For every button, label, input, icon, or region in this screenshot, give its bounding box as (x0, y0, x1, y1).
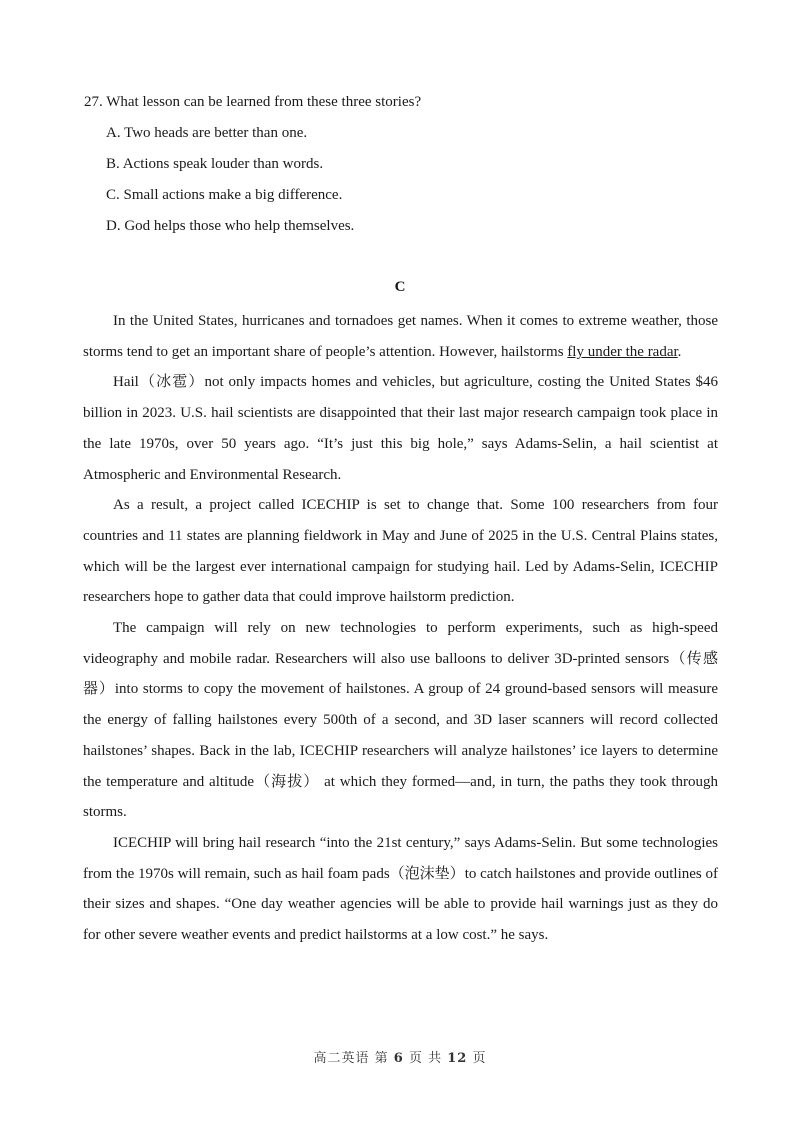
option-b (106, 154, 323, 174)
footer-page-suffix: 页 (472, 1051, 487, 1066)
question-number: 27. (84, 94, 103, 110)
paragraph-3: As a result, a project called ICECHIP is set to change that. Some 100 researchers from four countries and 11 states are planning fieldwork in May and June of 2025 in the U.S. Central Plains states, which will be the largest ever international campaign for studying hail. Led by Adams-Selin, ICECHIP researchers hope to gather data that could improve hailstorm prediction. (83, 497, 718, 606)
paragraph-5: ICECHIP will bring hail research “into the 21st century,” says Adams-Selin. But some technologies from the 1970s will remain, such as hail foam pads（泡沫垫）to catch hailstones and provide outlines of their sizes and shapes. “One day weather agencies will be able to provide hail warnings just as they do for other severe weather events and predict hailstorms at a low cost.” he says. (83, 834, 718, 944)
paragraph-2: Hail（冰雹）not only impacts homes and vehicles, but agriculture, costing the United States $46 billion in 2023. U.S. hail scientists are disappointed that their last major research campaign took place in the late 1970s, over 50 years ago. “It’s just this big hole,” says Adams-Selin, a hail scientist at Atmospheric and Environmental Research. (83, 374, 718, 483)
paragraph-1-text: In the United States, hurricanes and tornadoes get names. When it comes to extreme weather, those storms tend to get an important share of people’s attention. However, hailstorms (83, 313, 718, 360)
option-d (106, 216, 354, 236)
paragraph-1-end: . (677, 343, 682, 360)
footer-page-mid: 页 共 (408, 1051, 443, 1066)
underlined-phrase: fly under the radar (567, 343, 678, 360)
paragraph-1 (83, 306, 718, 367)
reading-passage (83, 306, 718, 951)
section-heading: C (394, 279, 406, 295)
option-text: Actions speak louder than words. (122, 156, 324, 172)
page-footer (0, 1047, 800, 1066)
question-stem (84, 92, 421, 112)
option-letter: B. (106, 156, 120, 172)
option-letter: A. (106, 125, 121, 141)
footer-page-number: 6 (393, 1051, 404, 1066)
option-letter: C. (106, 187, 120, 203)
option-text: Small actions make a big difference. (123, 187, 343, 203)
paragraph-4: The campaign will rely on new technologies to perform experiments, such as high-speed videography and mobile radar. Researchers will also use balloons to deliver 3D-printed sensors（传感器）into storms to copy the movement of hailstones. A group of 24 ground-based sensors will measure the energy of falling hailstones every 500th of a second, and 3D laser scanners will record collected hailstones’ shapes. Back in the lab, ICECHIP researchers will analyze hailstones’ ice layers to determine the temperature and altitude（海拔） at which they formed—and, in turn, the paths they took through storms. (83, 620, 718, 821)
option-a (106, 123, 307, 143)
footer-total-pages: 12 (447, 1051, 468, 1066)
option-text: God helps those who help themselves. (124, 218, 355, 234)
question-text: What lesson can be learned from these three stories? (106, 94, 422, 110)
option-text: Two heads are better than one. (124, 125, 308, 141)
footer-subject: 高二英语 (313, 1051, 370, 1066)
option-c (106, 185, 342, 205)
option-letter: D. (106, 218, 121, 234)
footer-page-prefix: 第 (374, 1051, 389, 1066)
